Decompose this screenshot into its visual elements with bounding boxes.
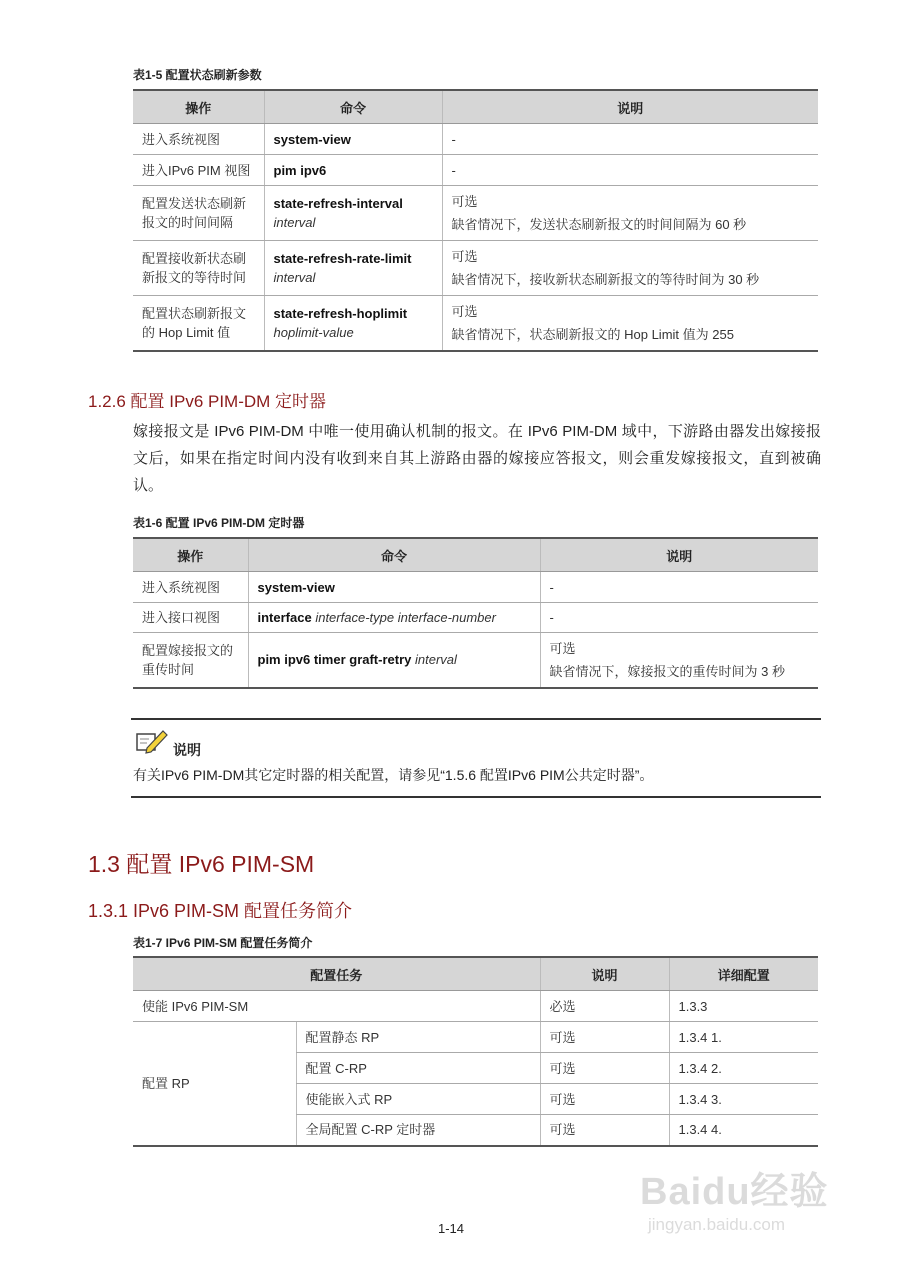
description-cell: 可选 [540, 1022, 669, 1053]
description-cell: 可选 [540, 1115, 669, 1146]
watermark-url: jingyan.baidu.com [648, 1215, 786, 1234]
description-cell [442, 296, 818, 351]
description-optional: 可选 [451, 194, 478, 209]
operation-cell: 进入接口视图 [133, 603, 248, 633]
command-cell [264, 186, 442, 241]
command-cell: pim ipv6 [264, 155, 442, 186]
description-optional: 可选 [451, 303, 478, 319]
table-row [133, 1022, 818, 1053]
reference-cell: 1.3.4 1. [669, 1022, 818, 1053]
operation-cell: 配置发送状态刷新报文的时间间隔 [133, 186, 264, 241]
table-row [133, 296, 818, 351]
column-header: 配置任务 [133, 957, 540, 991]
command-keyword: interface [257, 610, 312, 625]
table-row [133, 124, 818, 155]
reference-cell: 1.3.3 [669, 991, 818, 1022]
operation-cell: 进入系统视图 [133, 572, 248, 603]
description-cell: 可选 [540, 1084, 669, 1115]
column-header: 详细配置 [669, 957, 818, 991]
table-header-row [133, 538, 818, 572]
description-default: 缺省情况下，接收新状态刷新报文的等待时间为 30 秒 [451, 272, 760, 287]
note-text: 有关IPv6 PIM-DM其它定时器的相关配置，请参见“1.5.6 配置IPv6 PIM公共定时器”。 [133, 767, 654, 783]
column-header: 说明 [540, 538, 818, 572]
description-cell [540, 633, 818, 688]
page-number: 1-14 [438, 1221, 465, 1236]
reference-cell: 1.3.4 4. [669, 1115, 818, 1146]
operation-cell: 配置嫁接报文的重传时间 [133, 633, 248, 688]
description-cell: 可选 [540, 1053, 669, 1084]
table-1-7-caption: 表1-7 IPv6 PIM-SM 配置任务简介 [133, 936, 313, 950]
command-argument: interval [273, 270, 316, 285]
description-default: 缺省情况下，发送状态刷新报文的时间间隔为 60 秒 [451, 217, 747, 232]
description-cell: - [442, 124, 818, 155]
description-cell: - [442, 155, 818, 186]
description-cell: - [540, 603, 818, 633]
command-cell [248, 633, 540, 688]
column-header: 命令 [264, 90, 442, 124]
subtask-cell: 配置静态 RP [296, 1022, 540, 1053]
table-header-row [133, 90, 818, 124]
command-keyword: state-refresh-hoplimit [273, 305, 408, 321]
column-header: 说明 [540, 957, 669, 991]
note-box [131, 718, 821, 798]
table-row [133, 633, 818, 688]
description-optional: 可选 [451, 249, 478, 264]
command-keyword: state-refresh-interval [273, 196, 403, 211]
task-group-cell: 配置 RP [133, 1022, 296, 1146]
section-heading-1-3: 1.3 配置 IPv6 PIM-SM [88, 851, 315, 877]
note-pencil-icon [135, 728, 169, 754]
subtask-cell: 全局配置 C-RP 定时器 [296, 1115, 540, 1146]
section-heading-1-2-6: 1.2.6 配置 IPv6 PIM-DM 定时器 [88, 392, 327, 411]
operation-cell: 配置接收新状态刷新报文的等待时间 [133, 241, 264, 296]
table-row [133, 572, 818, 603]
table-row [133, 991, 818, 1022]
reference-cell: 1.3.4 3. [669, 1084, 818, 1115]
description-cell: - [540, 572, 818, 603]
command-argument: interval [273, 215, 316, 230]
column-header: 操作 [133, 90, 264, 124]
command-cell [264, 241, 442, 296]
table-row [133, 186, 818, 241]
table-row [133, 155, 818, 186]
command-cell [264, 296, 442, 351]
task-cell: 使能 IPv6 PIM-SM [133, 991, 540, 1022]
description-cell: 必选 [540, 991, 669, 1022]
command-argument: interval [415, 652, 457, 668]
description-cell [442, 241, 818, 296]
command-keyword: pim ipv6 timer graft-retry [257, 652, 412, 668]
command-argument: hoplimit-value [273, 324, 354, 340]
description-optional: 可选 [549, 640, 576, 656]
command-cell: system-view [264, 124, 442, 155]
column-header: 说明 [442, 90, 818, 124]
command-cell: system-view [248, 572, 540, 603]
column-header: 操作 [133, 538, 248, 572]
table-1-6 [133, 537, 818, 689]
command-cell [248, 603, 540, 633]
operation-cell: 配置状态刷新报文的 Hop Limit 值 [133, 296, 264, 351]
note-label: 说明 [173, 742, 201, 758]
table-1-6-caption: 表1-6 配置 IPv6 PIM-DM 定时器 [133, 516, 305, 530]
table-1-5 [133, 89, 818, 352]
description-default: 缺省情况下，状态刷新报文的 Hop Limit 值为 255 [451, 326, 734, 342]
subtask-cell: 配置 C-RP [296, 1053, 540, 1084]
subtask-cell: 使能嵌入式 RP [296, 1084, 540, 1115]
baidu-watermark [640, 1160, 829, 1235]
table-row [133, 603, 818, 633]
table-1-5-caption: 表1-5 配置状态刷新参数 [133, 68, 262, 82]
watermark-brand: Baidu经验 [640, 1171, 829, 1213]
operation-cell: 进入IPv6 PIM 视图 [133, 155, 264, 186]
table-1-7 [133, 956, 818, 1147]
section-heading-1-3-1: 1.3.1 IPv6 PIM-SM 配置任务简介 [88, 901, 353, 921]
section-paragraph: 嫁接报文是 IPv6 PIM-DM 中唯一使用确认机制的报文。在 IPv6 PIM-DM 域中，下游路由器发出嫁接报文后，如果在指定时间内没有收到来自其上游路由器的嫁接应答报文，则会重发嫁接报文，直到被确认。 [133, 423, 821, 494]
column-header: 命令 [248, 538, 540, 572]
command-argument: interface-type interface-number [315, 610, 496, 625]
command-keyword: state-refresh-rate-limit [273, 251, 412, 266]
operation-cell: 进入系统视图 [133, 124, 264, 155]
description-default: 缺省情况下，嫁接报文的重传时间为 3 秒 [549, 663, 785, 679]
table-header-row [133, 957, 818, 991]
reference-cell: 1.3.4 2. [669, 1053, 818, 1084]
description-cell [442, 186, 818, 241]
table-row [133, 241, 818, 296]
